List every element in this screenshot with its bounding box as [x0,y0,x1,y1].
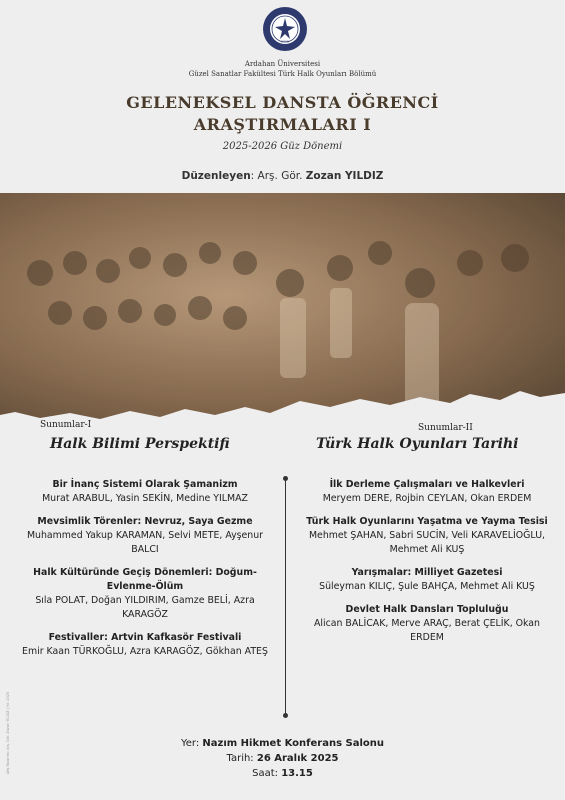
location-value: Nazım Hikmet Konferans Salonu [202,738,384,749]
presentation-item [302,515,552,557]
event-title-line2: ARAŞTIRMALARI I [193,115,372,134]
session-1-list [20,478,270,668]
session-1-label: Sunumlar-I [40,420,92,430]
presentation-item [302,566,552,594]
logo-year: 2008 [281,39,289,44]
design-credit: Afiş Tasarımı: Arş. Gör. Zozan YILDIZ | Yıl: 2025 [6,691,10,774]
presentation-item [20,515,270,557]
presentation-item [302,603,552,645]
event-title [0,92,565,136]
date-label: Tarih: [226,753,257,764]
presentation-item [20,566,270,622]
university-logo [262,6,308,52]
presentation-presenters: Süleyman KILIÇ, Şule BAHÇA, Mehmet Ali KUŞ [319,581,535,592]
location-label: Yer: [180,738,203,749]
presentation-item [302,478,552,506]
presentation-presenters: Muhammed Yakup KARAMAN, Selvi METE, Ayşenur BALCI [26,530,264,555]
organizer-label: Düzenleyen [181,170,251,182]
term: 2025-2026 Güz Dönemi [222,141,343,152]
presentation-presenters: Sıla POLAT, Doğan YILDIRIM, Gamze BELİ, Azra KARAGÖZ [35,595,255,620]
presentation-title: Yarışmalar: Milliyet Gazetesi [351,567,503,578]
presentation-title: Festivaller: Artvin Kafkasör Festivali [48,632,242,643]
presentation-presenters: Emir Kaan TÜRKOĞLU, Azra KARAGÖZ, Gökhan ATEŞ [22,646,268,657]
organizer-title: : Arş. Gör. [250,170,306,182]
faculty-name: Güzel Sanatlar Fakültesi Türk Halk Oyunları Bölümü [188,70,377,78]
university-name: Ardahan Üniversitesi [244,60,321,68]
presentation-presenters: Alican BALİCAK, Merve ARAÇ, Berat ÇELİK, Okan ERDEM [313,618,540,643]
presentation-presenters: Murat ARABUL, Yasin SEKİN, Medine YILMAZ [42,493,248,504]
event-location [0,736,565,751]
presentation-title: Türk Halk Oyunlarını Yaşatma ve Yayma Tesisi [306,516,548,527]
presentation-title: Mevsimlik Törenler: Nevruz, Saya Gezme [37,516,253,527]
event-time [0,766,565,781]
time-value: 13.15 [281,768,313,779]
presentation-presenters: Mehmet ŞAHAN, Sabri SUCİN, Veli KARAVELİOĞLU, Mehmet Ali KUŞ [308,530,546,555]
organizer [0,170,565,182]
event-title-line1: GELENEKSEL DANSTA ÖĞRENCİ [126,93,439,112]
event-date [0,751,565,766]
presentation-title: Halk Kültüründe Geçiş Dönemleri: Doğum-Evlenme-Ölüm [33,567,257,592]
presentation-title: Devlet Halk Dansları Topluluğu [345,604,509,615]
session-1-theme: Halk Bilimi Perspektifi [50,436,230,452]
presentation-item [20,478,270,506]
presentation-presenters: Meryem DERE, Rojbin CEYLAN, Okan ERDEM [322,493,532,504]
column-divider [285,478,286,716]
presentation-title: Bir İnanç Sistemi Olarak Şamanizm [52,479,238,490]
session-2-list [302,478,552,654]
date-value: 26 Aralık 2025 [256,753,339,764]
time-label: Saat: [252,768,282,779]
presentation-item [20,631,270,659]
session-2-label: Sunumlar-II [418,423,473,433]
historic-photo [0,193,565,421]
presentation-title: İlk Derleme Çalışmaları ve Halkevleri [329,479,525,490]
session-2-theme: Türk Halk Oyunları Tarihi [316,436,519,452]
organizer-name: Zozan YILDIZ [305,170,384,182]
